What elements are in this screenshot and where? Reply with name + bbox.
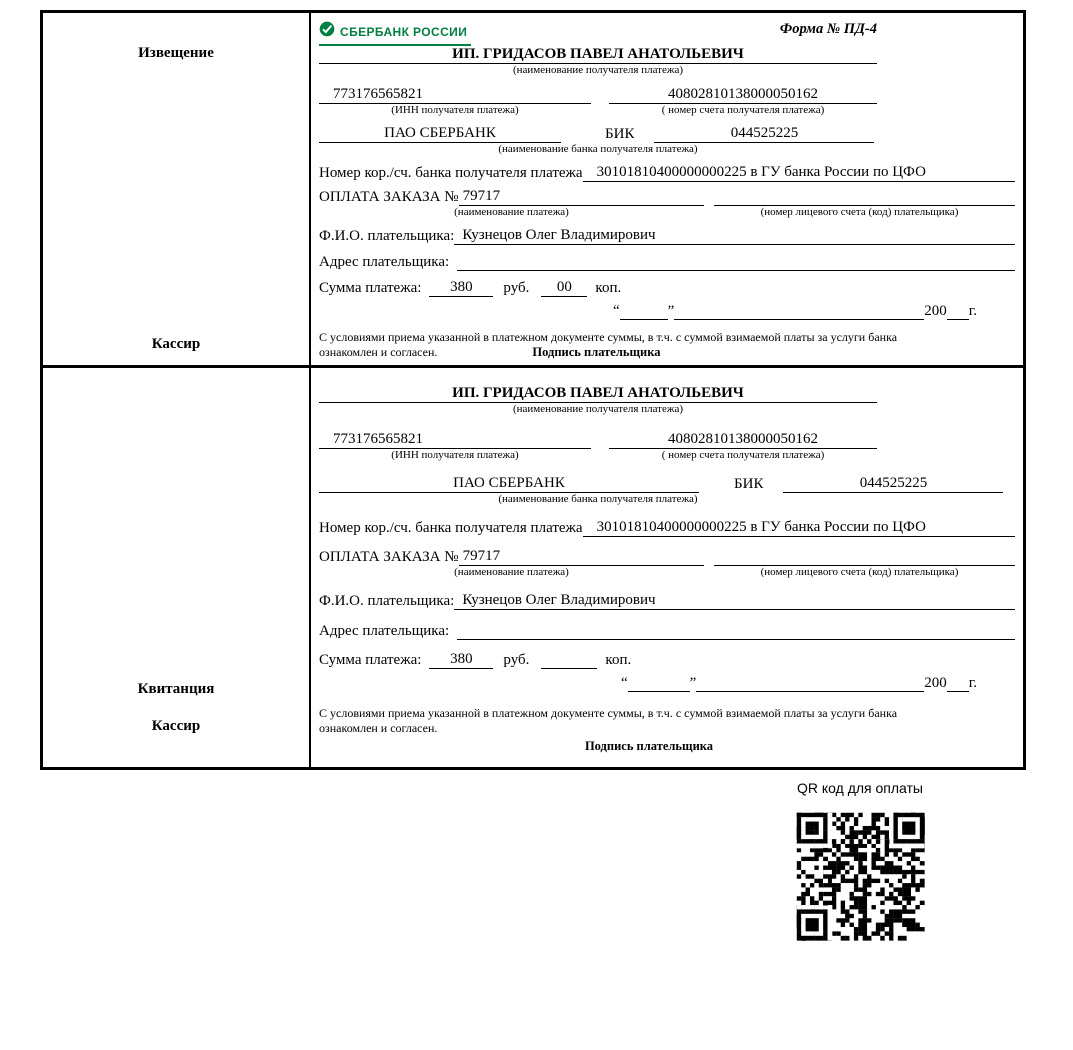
date-year-blank — [947, 676, 969, 692]
payment-name-field — [319, 187, 704, 206]
receipt-left-column — [43, 368, 311, 767]
sum-rubles: 380 — [429, 278, 493, 297]
payment-captions — [319, 566, 1015, 579]
bik-value: 044525225 — [654, 124, 874, 143]
form-number-label: Форма № ПД-4 — [779, 21, 877, 37]
agreement-text — [319, 330, 979, 360]
bank-name: ПАО СБЕРБАНК — [319, 124, 561, 143]
sum-kopecks: 00 — [541, 278, 587, 297]
agreement-line2: ознакомлен и согласен. — [319, 345, 438, 359]
payer-account-blank — [714, 188, 1015, 206]
payment-name-field — [319, 547, 704, 566]
agreement-line1: С условиями приема указанной в платежном документе суммы, в т.ч. с суммой взимаемой платы за услуги банка — [319, 330, 898, 344]
notice-left-column — [43, 13, 311, 365]
address-blank — [457, 622, 1015, 640]
payer-label: Ф.И.О. плательщика: — [319, 228, 455, 244]
payment-caption: (наименование платежа) — [454, 206, 569, 218]
qr-block — [775, 780, 945, 949]
account-caption: ( номер счета получателя платежа) — [661, 104, 825, 116]
date-year-blank — [947, 304, 969, 320]
sum-rubles: 380 — [429, 650, 493, 669]
quote-close: ” — [689, 675, 697, 691]
payer-account-caption: (номер лицевого счета (код) плательщика) — [760, 566, 959, 578]
rubles-label: руб. — [503, 652, 530, 668]
sberbank-logo — [319, 20, 471, 46]
payer-account-caption: (номер лицевого счета (код) плательщика) — [760, 206, 959, 218]
payer-address-row — [319, 622, 1015, 640]
kopecks-label: коп. — [595, 280, 622, 296]
agreement-line2: ознакомлен и согласен. — [319, 721, 438, 735]
bank-caption: (наименование банка получателя платежа) — [498, 143, 698, 155]
signature-label: Подпись плательщика — [584, 739, 714, 753]
payment-name-row — [319, 547, 1015, 566]
payment-label: ОПЛАТА ЗАКАЗА № — [319, 189, 459, 205]
payment-name-row — [319, 187, 1015, 206]
date-month-blank — [696, 676, 924, 692]
bik-label: БИК — [605, 126, 635, 142]
payment-label: ОПЛАТА ЗАКАЗА № — [319, 549, 459, 565]
rubles-label: руб. — [503, 280, 530, 296]
inn-value: 773176565821 — [319, 85, 591, 104]
date-row — [319, 302, 1015, 320]
korr-account-row — [319, 163, 1015, 182]
date-day-blank — [620, 304, 668, 320]
korr-label: Номер кор./сч. банка получателя платежа — [319, 165, 583, 181]
recipient-name: ИП. ГРИДАСОВ ПАВЕЛ АНАТОЛЬЕВИЧ — [319, 384, 877, 403]
bik-label: БИК — [734, 476, 764, 492]
year-suffix: г. — [968, 303, 977, 319]
recipient-caption: (наименование получателя платежа) — [512, 403, 684, 415]
notice-section — [40, 10, 1026, 368]
sum-row — [319, 278, 1015, 297]
sum-label: Сумма платежа: — [319, 280, 422, 296]
sberbank-logo-icon — [319, 21, 335, 42]
address-label: Адрес плательщика: — [319, 254, 450, 270]
account-value: 40802810138000050162 — [609, 85, 877, 104]
payer-name-row — [319, 226, 1015, 245]
date-month-blank — [674, 304, 924, 320]
recipient-name: ИП. ГРИДАСОВ ПАВЕЛ АНАТОЛЬЕВИЧ — [319, 45, 877, 64]
kopecks-label: коп. — [605, 652, 632, 668]
cashier-label: Кассир — [151, 336, 201, 352]
sberbank-logo-text: СБЕРБАНК РОССИИ — [340, 24, 468, 39]
payer-label: Ф.И.О. плательщика: — [319, 593, 455, 609]
date-row — [319, 674, 1015, 692]
inn-account-row — [319, 430, 877, 449]
quote-open: “ — [612, 303, 620, 319]
account-value: 40802810138000050162 — [609, 430, 877, 449]
korr-account-row — [319, 518, 1015, 537]
recipient-caption: (наименование получателя платежа) — [512, 64, 684, 76]
payment-caption: (наименование платежа) — [454, 566, 569, 578]
quote-close: ” — [667, 303, 675, 319]
payment-value: 79717 — [459, 547, 704, 566]
receipt-section — [40, 368, 1026, 770]
payer-name: Кузнецов Олег Владимирович — [454, 226, 1015, 245]
cashier-label: Кассир — [151, 718, 201, 734]
year-label: 200 — [924, 303, 947, 319]
quote-open: “ — [620, 675, 628, 691]
year-label: 200 — [924, 675, 947, 691]
sum-label: Сумма платежа: — [319, 652, 422, 668]
korr-label: Номер кор./сч. банка получателя платежа — [319, 520, 583, 536]
address-blank — [457, 253, 1015, 271]
inn-account-row — [319, 85, 877, 104]
payment-captions — [319, 206, 1015, 219]
payer-name: Кузнецов Олег Владимирович — [454, 591, 1015, 610]
inn-account-captions — [319, 104, 877, 117]
inn-caption: (ИНН получателя платежа) — [391, 449, 519, 461]
payer-name-row — [319, 591, 1015, 610]
agreement-line2-row — [319, 345, 979, 360]
qr-code — [788, 804, 933, 949]
agreement-text — [319, 706, 979, 754]
bik-value: 044525225 — [783, 474, 1003, 493]
qr-title: QR код для оплаты — [796, 780, 923, 796]
address-label: Адрес плательщика: — [319, 623, 450, 639]
inn-value: 773176565821 — [319, 430, 591, 449]
bank-row — [319, 474, 1015, 493]
notice-header-row — [319, 20, 877, 44]
korr-value: 30101810400000000225 в ГУ банка России по ЦФО — [583, 163, 1015, 182]
payment-value: 79717 — [459, 187, 704, 206]
account-caption: ( номер счета получателя платежа) — [661, 449, 825, 461]
date-day-blank — [628, 676, 690, 692]
sum-row — [319, 650, 1015, 669]
payer-address-row — [319, 253, 1015, 271]
bank-row — [319, 124, 877, 143]
notice-label: Извещение — [138, 45, 214, 61]
receipt-label: Квитанция — [137, 681, 215, 697]
year-suffix: г. — [968, 675, 977, 691]
inn-caption: (ИНН получателя платежа) — [391, 104, 519, 116]
bank-caption: (наименование банка получателя платежа) — [498, 493, 698, 505]
signature-label: Подпись плательщика — [532, 345, 661, 359]
sum-kopecks-blank — [541, 651, 597, 669]
payer-account-blank — [714, 548, 1015, 566]
receipt-content — [311, 368, 1023, 767]
agreement-line1: С условиями приема указанной в платежном документе суммы, в т.ч. с суммой взимаемой платы за услуги банка — [319, 706, 898, 720]
korr-value: 30101810400000000225 в ГУ банка России по ЦФО — [583, 518, 1015, 537]
bank-name: ПАО СБЕРБАНК — [319, 474, 699, 493]
notice-content — [311, 13, 1023, 365]
inn-account-captions — [319, 449, 877, 462]
